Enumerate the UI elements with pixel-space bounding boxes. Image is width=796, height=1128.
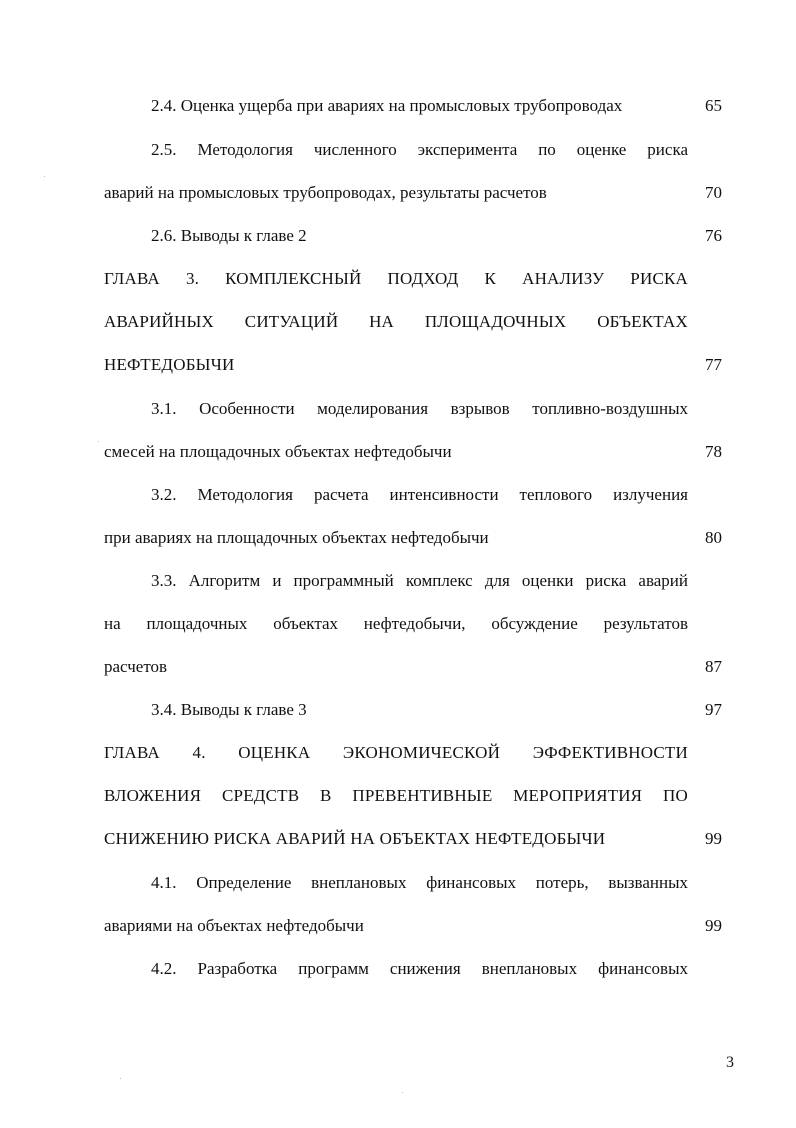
toc-entry-4-2-line1: 4.2. Разработка программ снижения внеплановых финансовых <box>151 959 688 978</box>
toc-page-number: 87 <box>705 657 722 676</box>
toc-entry-3-4: 3.4. Выводы к главе 3 <box>151 700 307 719</box>
toc-entry-2-5-line2: аварий на промысловых трубопроводах, результаты расчетов <box>104 183 547 202</box>
page-number: 3 <box>726 1054 734 1071</box>
toc-entry-3-2-line1: 3.2. Методология расчета интенсивности теплового излучения <box>151 485 688 504</box>
toc-entry-2-4: 2.4. Оценка ущерба при авариях на промысловых трубопроводах <box>151 96 623 115</box>
toc-page-number: 99 <box>705 916 722 935</box>
toc-chapter-4-line2: ВЛОЖЕНИЯ СРЕДСТВ В ПРЕВЕНТИВНЫЕ МЕРОПРИЯТИЯ ПО <box>104 786 688 805</box>
toc-page-number: 65 <box>705 96 722 115</box>
toc-chapter-3-line2: АВАРИЙНЫХ СИТУАЦИЙ НА ПЛОЩАДОЧНЫХ ОБЪЕКТАХ <box>104 312 688 331</box>
scan-speck <box>402 1092 403 1093</box>
toc-entry-3-2-line2: при авариях на площадочных объектах нефтедобычи <box>104 528 489 547</box>
toc-chapter-3-line3: НЕФТЕДОБЫЧИ <box>104 355 235 374</box>
toc-page-number: 97 <box>705 700 722 719</box>
toc-chapter-3-line1: ГЛАВА 3. КОМПЛЕКСНЫЙ ПОДХОД К АНАЛИЗУ РИСКА <box>104 269 688 288</box>
scan-speck <box>44 176 45 177</box>
toc-page-number: 80 <box>705 528 722 547</box>
toc-entry-3-1-line1: 3.1. Особенности моделирования взрывов топливно-воздушных <box>151 399 688 418</box>
toc-entry-3-3-line1: 3.3. Алгоритм и программный комплекс для оценки риска аварий <box>151 571 688 590</box>
toc-entry-4-1-line2: авариями на объектах нефтедобычи <box>104 916 364 935</box>
toc-chapter-4-line3: СНИЖЕНИЮ РИСКА АВАРИЙ НА ОБЪЕКТАХ НЕФТЕДОБЫЧИ <box>104 829 606 848</box>
toc-entry-4-1-line1: 4.1. Определение внеплановых финансовых потерь, вызванных <box>151 873 688 892</box>
toc-page-number: 76 <box>705 226 722 245</box>
scan-speck <box>98 441 99 442</box>
toc-page-number: 77 <box>705 355 722 374</box>
toc-page-number: 70 <box>705 183 722 202</box>
toc-page-number: 99 <box>705 829 722 848</box>
toc-chapter-4-line1: ГЛАВА 4. ОЦЕНКА ЭКОНОМИЧЕСКОЙ ЭФФЕКТИВНОСТИ <box>104 743 688 762</box>
toc-entry-2-6: 2.6. Выводы к главе 2 <box>151 226 307 245</box>
toc-entry-3-3-line3: расчетов <box>104 657 168 676</box>
toc-entry-3-3-line2: на площадочных объектах нефтедобычи, обсуждение результатов <box>104 614 688 633</box>
toc-entry-2-5-line1: 2.5. Методология численного эксперимента по оценке риска <box>151 140 688 159</box>
toc-entry-3-1-line2: смесей на площадочных объектах нефтедобычи <box>104 442 452 461</box>
toc-page-number: 78 <box>705 442 722 461</box>
scan-speck <box>120 1078 121 1079</box>
